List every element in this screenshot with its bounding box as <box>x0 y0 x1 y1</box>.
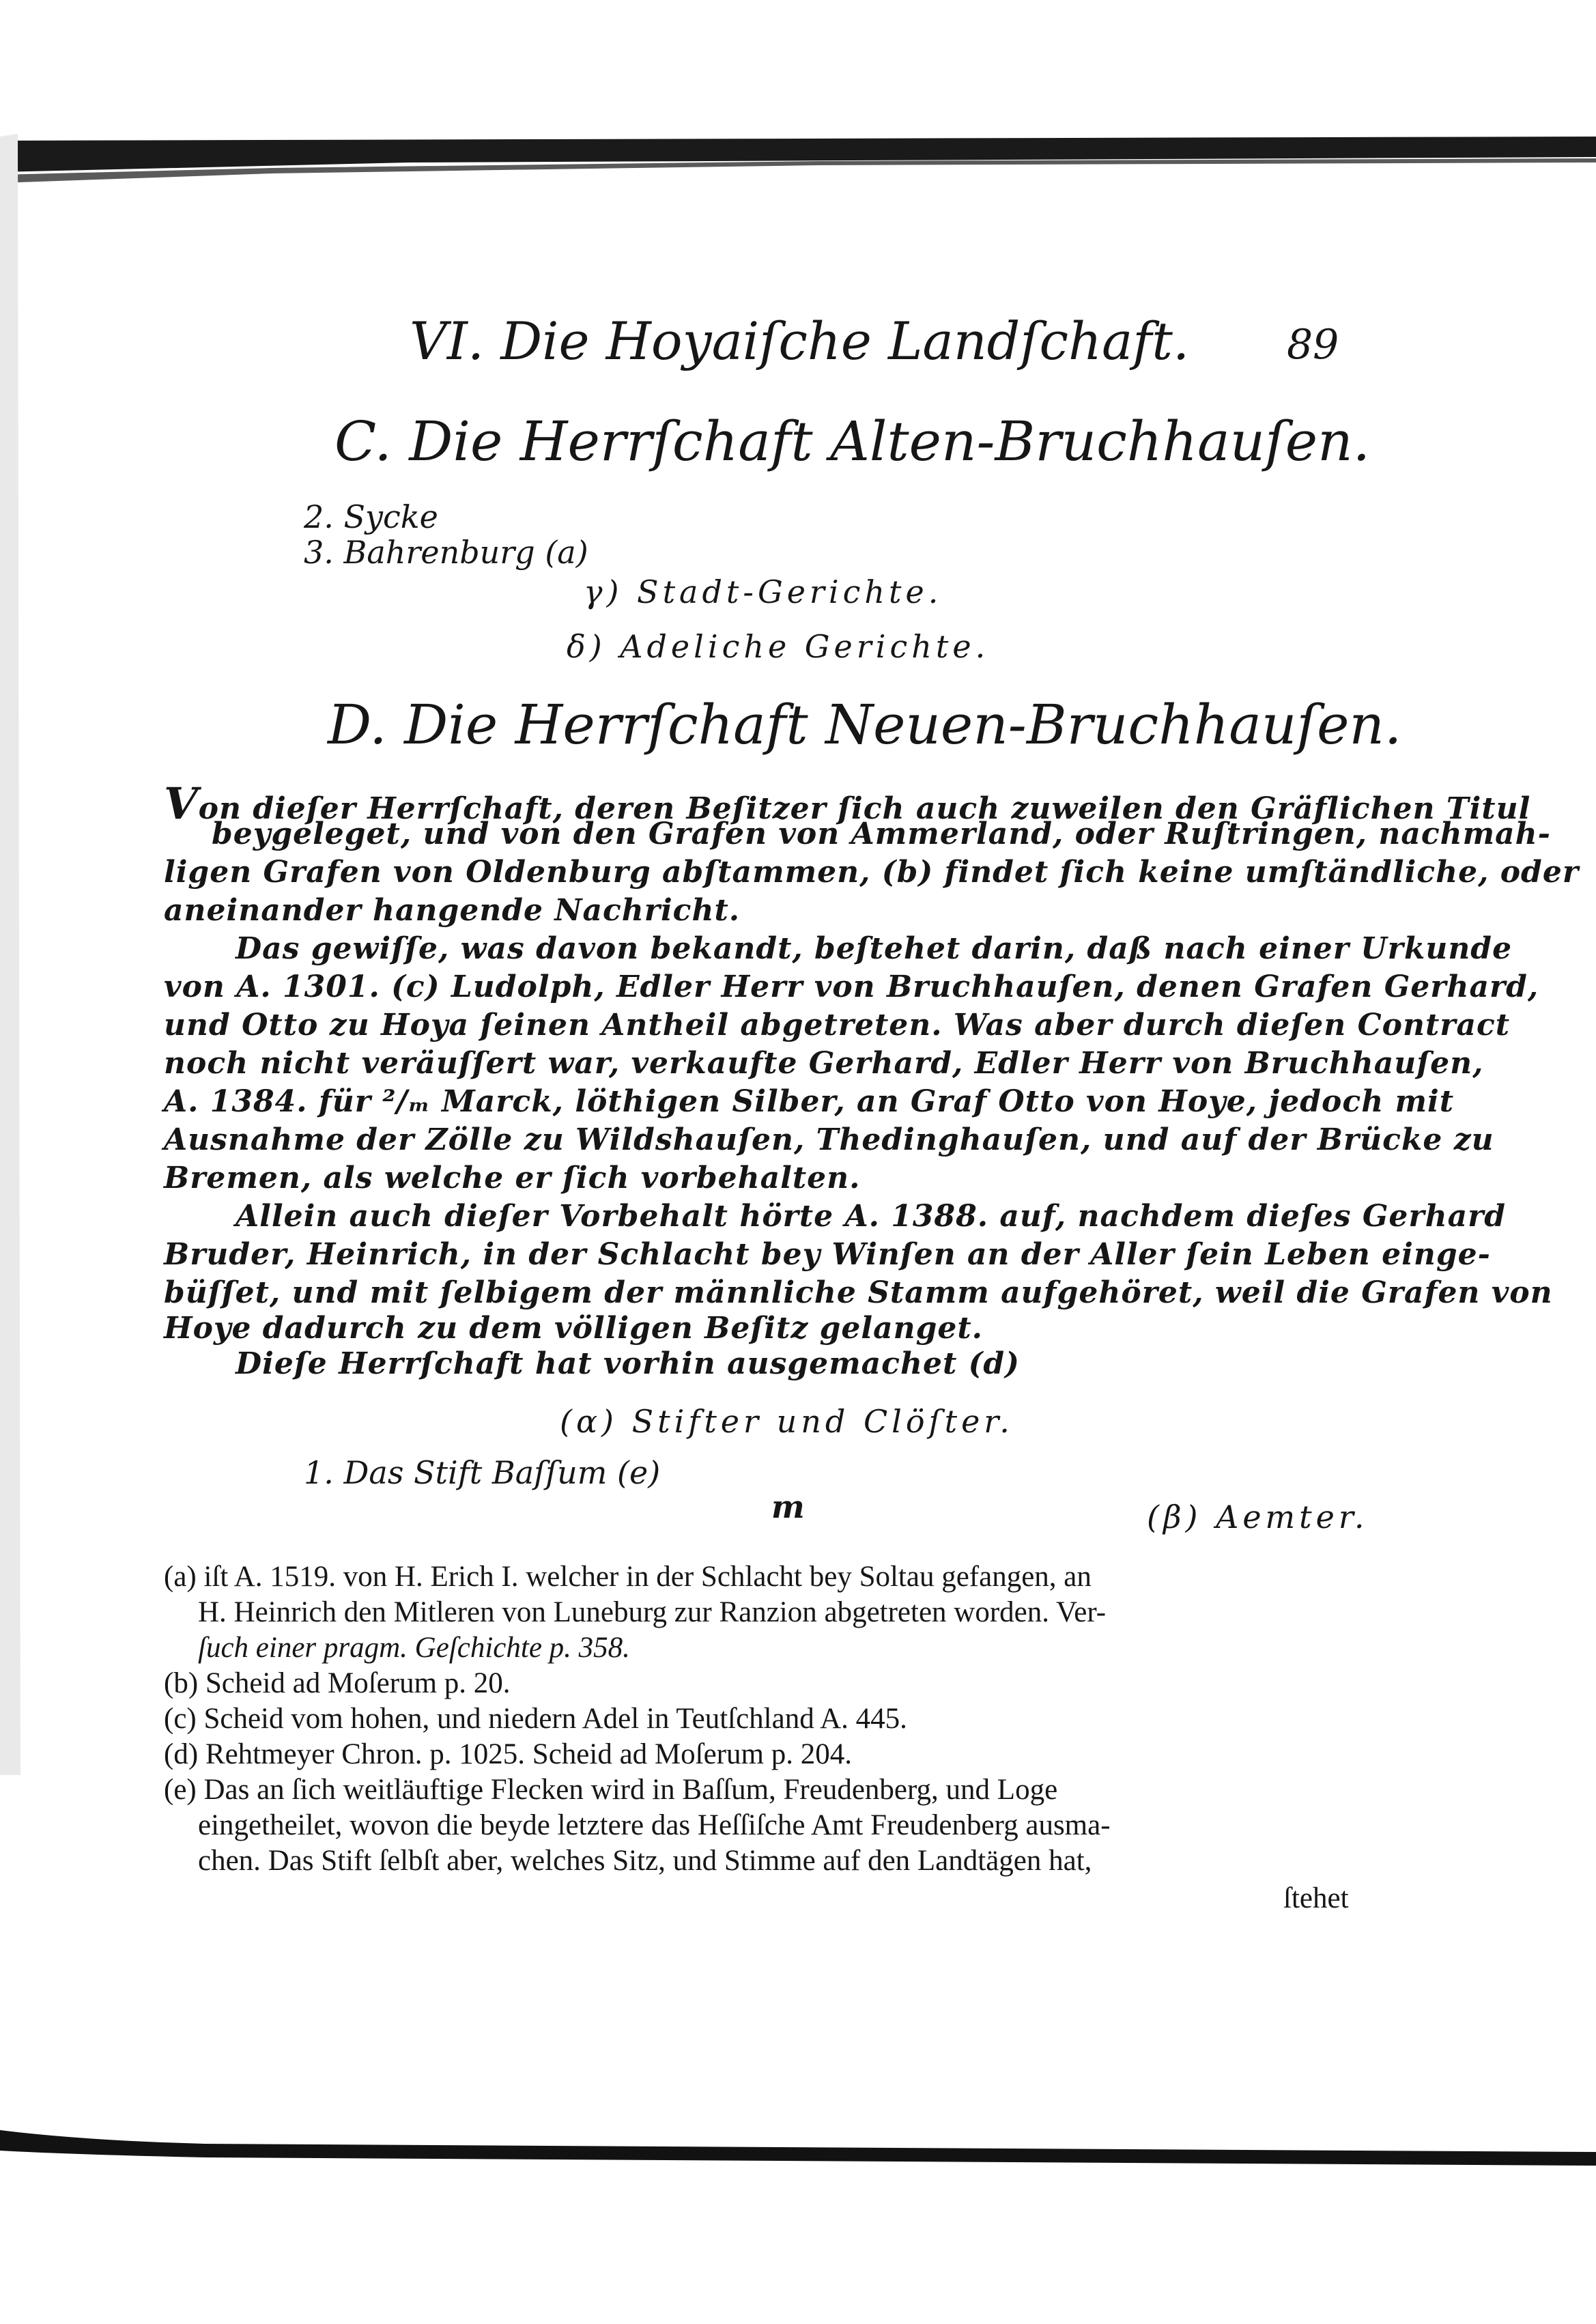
body-line: und Otto zu Hoya ſeinen Antheil abgetreten. Was aber durch dieſen Contract <box>164 1008 1511 1043</box>
drop-cap: V <box>164 778 199 830</box>
catchword-m: m <box>771 1488 805 1525</box>
section-d-title: D. Die Herrſchaft Neuen-Bruchhauſen. <box>328 693 1402 756</box>
body-line: Das gewiſſe, was davon bekandt, beſtehet darin, daß nach einer Urkunde <box>236 931 1513 966</box>
stift-bassum-item: 1. Das Stift Baſſum (e) <box>304 1454 661 1491</box>
body-line: Bruder, Heinrich, in der Schlacht bey Winſen an der Aller ſein Leben einge- <box>164 1237 1491 1272</box>
body-line: Allein auch dieſer Vorbehalt hörte A. 1388. auf, nachdem dieſes Gerhard <box>236 1199 1507 1234</box>
subheading-aemter: (β) Aemter. <box>1147 1499 1369 1535</box>
left-binding-edge <box>0 134 20 1775</box>
footnote-e-cont: chen. Das Stift ſelbſt aber, welches Sitz, und Stimme auf den Landtägen hat, <box>198 1845 1092 1877</box>
list-item: 2. Sycke <box>304 498 438 535</box>
subheading-adeliche-gerichte: δ) Adeliche Gerichte. <box>567 628 990 665</box>
body-line: Hoye dadurch zu dem völligen Beſitz gelanget. <box>164 1311 983 1346</box>
body-line: büſſet, und mit ſelbigem der männliche Stamm aufgehöret, weil die Grafen von <box>164 1275 1553 1310</box>
body-line: Von dieſer Herrſchaft, deren Beſitzer ſich auch zuweilen den Gräflichen Titul <box>164 778 1531 830</box>
page-number: 89 <box>1287 321 1339 369</box>
top-rule <box>0 137 1596 172</box>
footnote-e: (e) Das an ſich weitläuftige Flecken wird in Baſſum, Freudenberg, und Loge <box>164 1774 1058 1806</box>
footnote-d: (d) Rehtmeyer Chron. p. 1025. Scheid ad Moſerum p. 204. <box>164 1738 852 1770</box>
subheading-stifter: (α) Stifter und Clöſter. <box>560 1403 1014 1440</box>
footnote-a-cont: H. Heinrich den Mitleren von Luneburg zur Ranzion abgetreten worden. Ver- <box>198 1596 1107 1628</box>
body-line: Ausnahme der Zölle zu Wildshauſen, Thedinghauſen, und auf der Brücke zu <box>164 1122 1494 1157</box>
list-item: 3. Bahrenburg (a) <box>304 534 588 571</box>
subheading-stadt-gerichte: γ) Stadt-Gerichte. <box>584 573 943 610</box>
body-line: beygeleget, und von den Grafen von Ammerland, oder Ruſtringen, nachmah- <box>212 817 1551 851</box>
footnote-a: (a) iſt A. 1519. von H. Erich I. welcher in der Schlacht bey Soltau gefangen, an <box>164 1561 1092 1593</box>
footnote-b: (b) Scheid ad Moſerum p. 20. <box>164 1667 511 1699</box>
section-c-title: C. Die Herrſchaft Alten-Bruchhauſen. <box>334 410 1371 473</box>
body-line: von A. 1301. (c) Ludolph, Edler Herr von Bruchhauſen, denen Grafen Gerhard, <box>164 969 1539 1004</box>
catchword-bottom: ſtehet <box>1283 1882 1349 1914</box>
body-line: noch nicht veräuſſert war, verkaufte Gerhard, Edler Herr von Bruchhauſen, <box>164 1046 1484 1081</box>
bottom-rule <box>0 2130 1596 2166</box>
footnote-c: (c) Scheid vom hohen, und niedern Adel in Teutſchland A. 445. <box>164 1703 907 1735</box>
body-line: ligen Grafen von Oldenburg abſtammen, (b) findet ſich keine umſtändliche, oder <box>164 855 1579 890</box>
body-line: A. 1384. für ²/ₘ Marck, löthigen Silber, an Graf Otto von Hoye, jedoch mit <box>164 1084 1455 1119</box>
running-head: VI. Die Hoyaiſche Landſchaft. <box>410 311 1190 371</box>
body-line: Bremen, als welche er ſich vorbehalten. <box>164 1161 861 1195</box>
body-line: aneinander hangende Nachricht. <box>164 893 741 928</box>
body-line: Dieſe Herrſchaft hat vorhin ausgemachet (d) <box>236 1346 1020 1381</box>
footnote-e-cont: eingetheilet, wovon die beyde letztere das Heſſiſche Amt Freudenberg ausma- <box>198 1809 1111 1841</box>
footnote-a-cont: ſuch einer pragm. Geſchichte p. 358. <box>198 1632 630 1664</box>
